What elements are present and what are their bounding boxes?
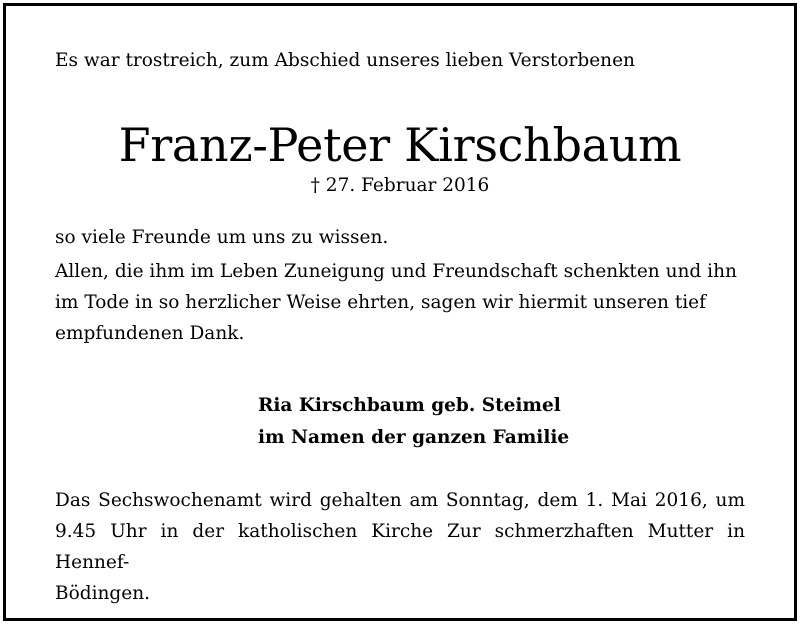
thanks-line: Allen, die ihm im Leben Zuneigung und Freundschaft schenkten und ihn	[55, 261, 737, 282]
signature-name: Ria Kirschbaum geb. Steimel	[258, 395, 561, 416]
service-line: 9.45 Uhr in der katholischen Kirche Zur schmerzhaften Mutter in Hennef-	[55, 521, 745, 573]
signature-block	[258, 390, 569, 454]
signature-family: im Namen der ganzen Familie	[258, 427, 570, 448]
friends-line: so viele Freunde um uns zu wissen.	[55, 227, 389, 248]
thanks-line: empfundenen Dank.	[55, 323, 245, 344]
service-line: Das Sechswochenamt wird gehalten am Sonntag, dem 1. Mai 2016, um	[55, 490, 745, 511]
thanks-paragraph	[55, 256, 745, 349]
service-paragraph	[55, 485, 745, 609]
deceased-name: Franz-Peter Kirschbaum	[118, 118, 682, 172]
death-date: † 27. Februar 2016	[310, 175, 490, 196]
intro-line: Es war trostreich, zum Abschied unseres lieben Verstorbenen	[55, 50, 635, 71]
thanks-line: im Tode in so herzlicher Weise ehrten, sagen wir hiermit unseren tief	[55, 292, 706, 313]
service-line: Bödingen.	[55, 583, 150, 604]
